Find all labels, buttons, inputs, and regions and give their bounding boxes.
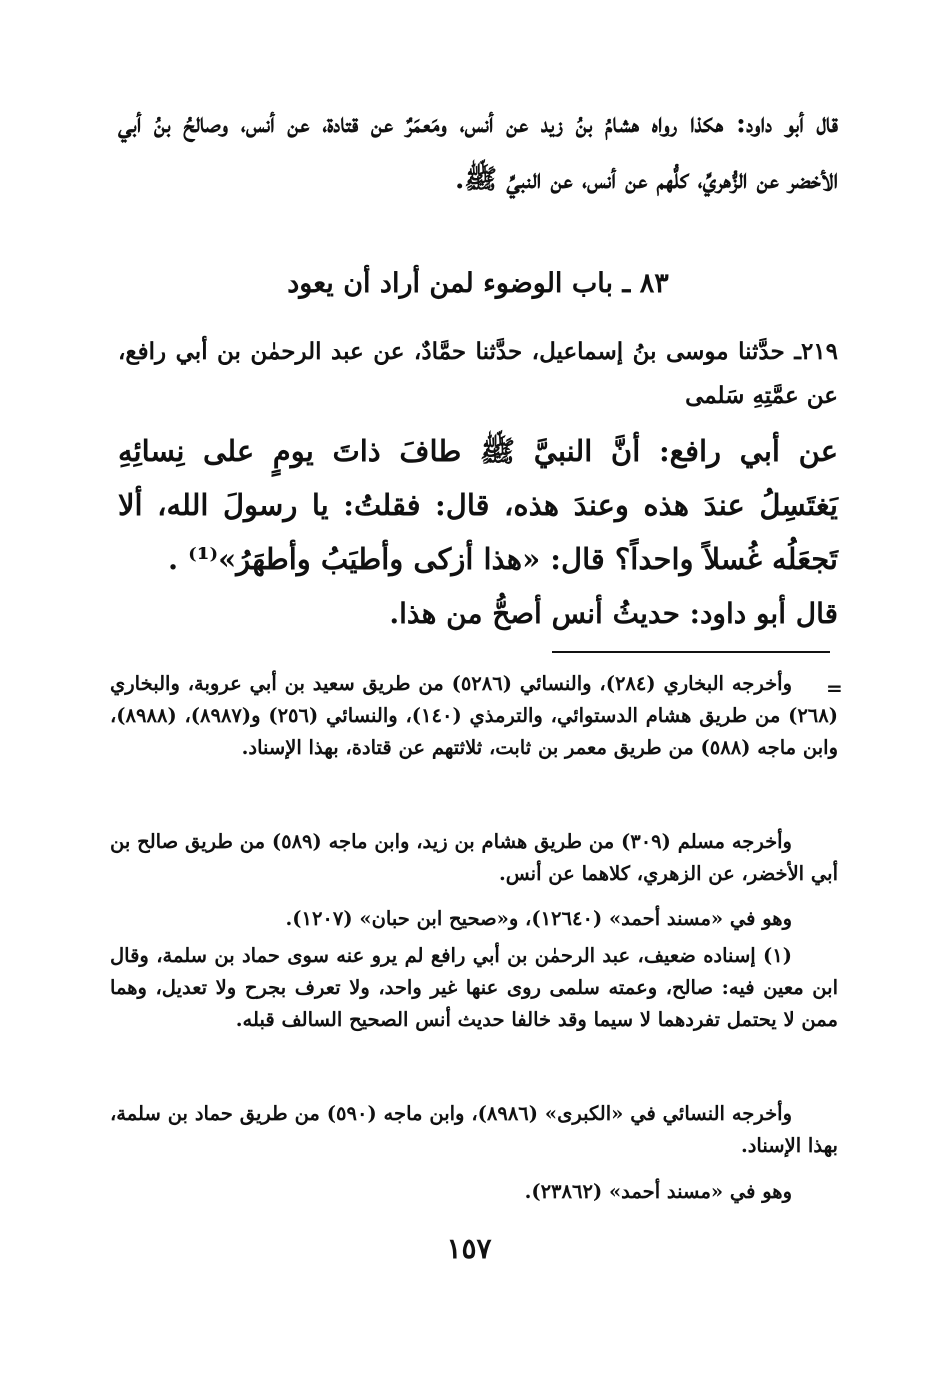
footnote-paragraph: وهو في «مسند أحمد» (٢٣٨٦٢). <box>524 1180 792 1203</box>
footnote-1: (١) إسناده ضعيف، عبد الرحمٰن بن أبي رافع لم يرو عنه سوى حماد بن سلمة، وقال ابن معين فيه: صالح، وعمته سلمى روى عنها غير واحد، ولا تعرف بجرح ولا تعديل، وهما ممن لا يحتمل تفردهما لا سيما وقد خالفا حديث أنس الصحيح السالف قبله. <box>110 944 838 1031</box>
page-number: ١٥٧ <box>446 1232 492 1265</box>
footnote-paragraph: وهو في «مسند أحمد» (١٢٦٤٠)، و«صحيح ابن حبان» (١٢٠٧). <box>285 907 792 930</box>
hadith-isnad: ٢١٩ـ حدَّثنا موسى بنُ إسماعيل، حدَّثنا حمَّادٌ، عن عبد الرحمٰن بن أبي رافع، عن عمَّتِهِ سَلمى <box>118 338 838 409</box>
footnote-continuation-marker: = <box>826 676 843 700</box>
chapter-heading: ٨٣ ـ باب الوضوء لمن أراد أن يعود <box>287 268 669 299</box>
footnote-paragraph: وأخرجه مسلم (٣٠٩) من طريق هشام بن زيد، وابن ماجه (٥٨٩) من طريق صالح بن أبي الأخضر، عن الزهري، كلاهما عن أنس. <box>110 830 838 885</box>
body-paragraph-abu-dawud-note: قال أبو داود: هكذا رواه هشامُ بنُ زيد عن أنس، ومَعمَرٌ عن قتادة، عن أنس، وصالحُ بنُ أبي الأخضر عن الزُّهريِّ، كلُّهم عن أنس، عن النبيِّ ﷺ. <box>118 108 838 195</box>
hadith-matn: عن أبي رافع: أنَّ النبيَّ ﷺ طافَ ذاتَ يومٍ على نِسائِهِ يَغتَسِلُ عندَ هذه وعندَ هذه، قال: فقلتُ: يا رسولَ الله، ألا تَجعَلُه غُسلاً واحداً؟ قال: «هذا أزكى وأطيَبُ وأطهَرُ»⁽¹⁾ . <box>118 434 838 576</box>
footnote-paragraph: وأخرجه النسائي في «الكبرى» (٨٩٨٦)، وابن ماجه (٥٩٠) من طريق حماد بن سلمة، بهذا الإسناد. <box>110 1102 838 1157</box>
footnote-separator <box>552 651 830 653</box>
footnote-paragraph: وأخرجه البخاري (٢٨٤)، والنسائي (٥٢٨٦) من طريق سعيد بن أبي عروبة، والبخاري (٢٦٨) من طريق هشام الدستوائي، والترمذي (١٤٠)، والنسائي (٢٥٦) و(٨٩٨٧)، (٨٩٨٨)، وابن ماجه (٥٨٨) من طريق معمر بن ثابت، ثلاثتهم عن قتادة، بهذا الإسناد. <box>110 672 838 759</box>
body-paragraph-abu-dawud-verdict: قال أبو داود: حديثُ أنس أصحُّ من هذا. <box>389 597 838 630</box>
